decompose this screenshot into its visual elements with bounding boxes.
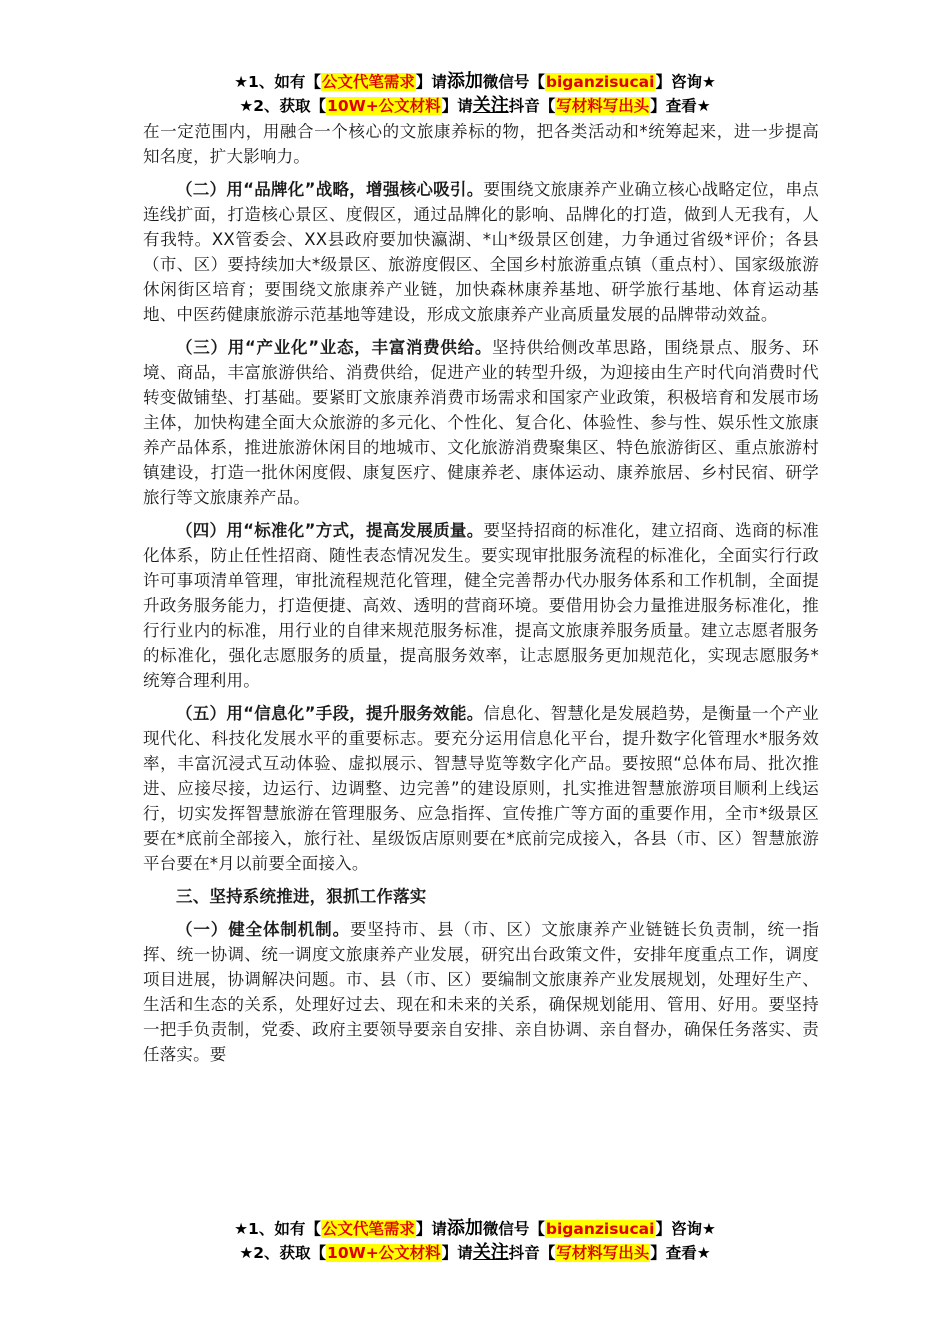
banner-text: 】请 [441, 97, 473, 115]
highlight-materials: 10W+公文材料 [327, 1244, 441, 1262]
document-body [143, 119, 819, 1075]
paragraph-brand-strategy [143, 177, 819, 327]
paragraph-text: 信息化、智慧化是发展趋势，是衡量一个产业现代化、科技化发展水平的重要标志。要充分运用信息化平台，提升数字化管理水*服务效率，丰富沉浸式互动体验、虚拟展示、智慧导览等数字化产品。要按照“总体布局、批次推进、应接尽接，边运行、边调整、边完善”的建设原则，扎实推进智慧旅游项目顺利上线运行，切实发挥智慧旅游在管理服务、应急指挥、宣传推广等方面的重要作用，全市*级景区要在*底前全部接入，旅行社、星级饭店原则要在*底前完成接入，各县（市、区）智慧旅游平台要在*月以前要全面接入。 [143, 704, 820, 873]
highlight-service: 公文代笔需求 [321, 73, 415, 91]
paragraph-institution [143, 917, 819, 1067]
banner-text: 】请 [441, 1244, 473, 1262]
banner-text: 抖音【 [508, 1244, 556, 1262]
banner-emphasis: 添加 [446, 1218, 483, 1239]
banner-emphasis: 添加 [446, 71, 483, 92]
paragraph: 在一定范围内，用融合一个核心的文旅康养标的物，把各类活动和*统筹起来，进一步提高知名度，扩大影响力。 [143, 122, 819, 166]
section-heading: 三、坚持系统推进，狠抓工作落实 [176, 887, 427, 906]
header-banner [0, 70, 950, 118]
highlight-douyin-account: 写材料写出头 [556, 1244, 650, 1262]
banner-text: ★2、获取【 [239, 97, 327, 115]
paragraph-heading: （二）用“品牌化”战略，增强核心吸引。 [176, 180, 484, 199]
banner-text: 微信号【 [482, 73, 545, 91]
banner-text: ★1、如有【 [234, 73, 321, 91]
banner-line-1 [0, 1217, 950, 1241]
banner-line-1 [0, 70, 950, 94]
banner-text: 微信号【 [482, 1220, 545, 1238]
banner-text: 】查看★ [650, 97, 711, 115]
paragraph-heading: （三）用“产业化”业态，丰富消费供给。 [176, 338, 493, 357]
banner-text: 】咨询★ [655, 73, 716, 91]
highlight-materials: 10W+公文材料 [327, 97, 441, 115]
paragraph-heading: （五）用“信息化”手段，提升服务效能。 [176, 704, 484, 723]
banner-line-2 [0, 94, 950, 118]
banner-emphasis: 关注 [472, 1242, 509, 1263]
paragraph-heading: （一）健全体制机制。 [176, 920, 350, 939]
paragraph-text: 要围绕文旅康养产业确立核心战略定位，串点连线扩面，打造核心景区、度假区，通过品牌化的影响、品牌化的打造，做到人无我有，人有我特。XX管委会、XX县政府要加快瀛湖、*山*级景区创建，力争通过省级*评价；各县（市、区）要持续加大*级景区、旅游度假区、全国乡村旅游重点镇（重点村）、国家级旅游休闲街区培育；要围绕文旅康养产业链，加快森林康养基地、研学旅行基地、体育运动基地、中医药健康旅游示范基地等建设，形成文旅康养产业高质量发展的品牌带动效益。 [143, 180, 820, 324]
paragraph-standardization [143, 518, 819, 693]
highlight-wechat-id: biganzisucai [545, 1220, 655, 1238]
footer-banner [0, 1217, 950, 1265]
highlight-wechat-id: biganzisucai [545, 73, 655, 91]
banner-text: 】咨询★ [655, 1220, 716, 1238]
paragraph-informatization [143, 701, 819, 876]
paragraph-text: 坚持供给侧改革思路，围绕景点、服务、环境、商品，丰富旅游供给、消费供给，促进产业的转型升级，为迎接由生产时代向消费时代转变做铺垫、打基础。要紧盯文旅康养消费市场需求和国家产业政策，积极培育和发展市场主体，加快构建全面大众旅游的多元化、个性化、复合化、体验性、参与性、娱乐性文旅康养产品体系，推进旅游休闲目的地城市、文化旅游消费聚集区、特色旅游街区、重点旅游村镇建设，打造一批休闲度假、康复医疗、健康养老、康体运动、康养旅居、乡村民宿、研学旅行等文旅康养产品。 [143, 338, 819, 507]
banner-text: 抖音【 [508, 97, 556, 115]
paragraph-industrialization [143, 335, 819, 510]
banner-text: 】查看★ [650, 1244, 711, 1262]
banner-emphasis: 关注 [472, 95, 509, 116]
banner-text: ★2、获取【 [239, 1244, 327, 1262]
paragraph-text: 要坚持市、县（市、区）文旅康养产业链链长负责制，统一指挥、统一协调、统一调度文旅康养产业发展，研究出台政策文件，安排年度重点工作，调度项目进展，协调解决问题。市、县（市、区）要编制文旅康养产业发展规划，处理好生产、生活和生态的关系，处理好过去、现在和未来的关系，确保规划能用、管用、好用。要坚持一把手负责制，党委、政府主要领导要亲自安排、亲自协调、亲自督办，确保任务落实、责任落实。要 [143, 920, 820, 1064]
banner-line-2 [0, 1241, 950, 1265]
paragraph-heading: （四）用“标准化”方式，提高发展质量。 [176, 521, 484, 540]
banner-text: ★1、如有【 [234, 1220, 321, 1238]
paragraph-text: 要坚持招商的标准化，建立招商、选商的标准化体系，防止任性招商、随性表态情况发生。要实现审批服务流程的标准化，全面实行行政许可事项清单管理，审批流程规范化管理，健全完善帮办代办服务体系和工作机制，全面提升政务服务能力，打造便捷、高效、透明的营商环境。要借用协会力量推进服务标准化，推行行业内的标准，用行业的自律来规范服务标准，提高文旅康养服务质量。建立志愿者服务的标准化，强化志愿服务的质量，提高服务效率，让志愿服务更加规范化，实现志愿服务*统筹合理利用。 [143, 521, 820, 690]
highlight-service: 公文代笔需求 [321, 1220, 415, 1238]
banner-text: 】请 [415, 73, 447, 91]
highlight-douyin-account: 写材料写出头 [556, 97, 650, 115]
banner-text: 】请 [415, 1220, 447, 1238]
